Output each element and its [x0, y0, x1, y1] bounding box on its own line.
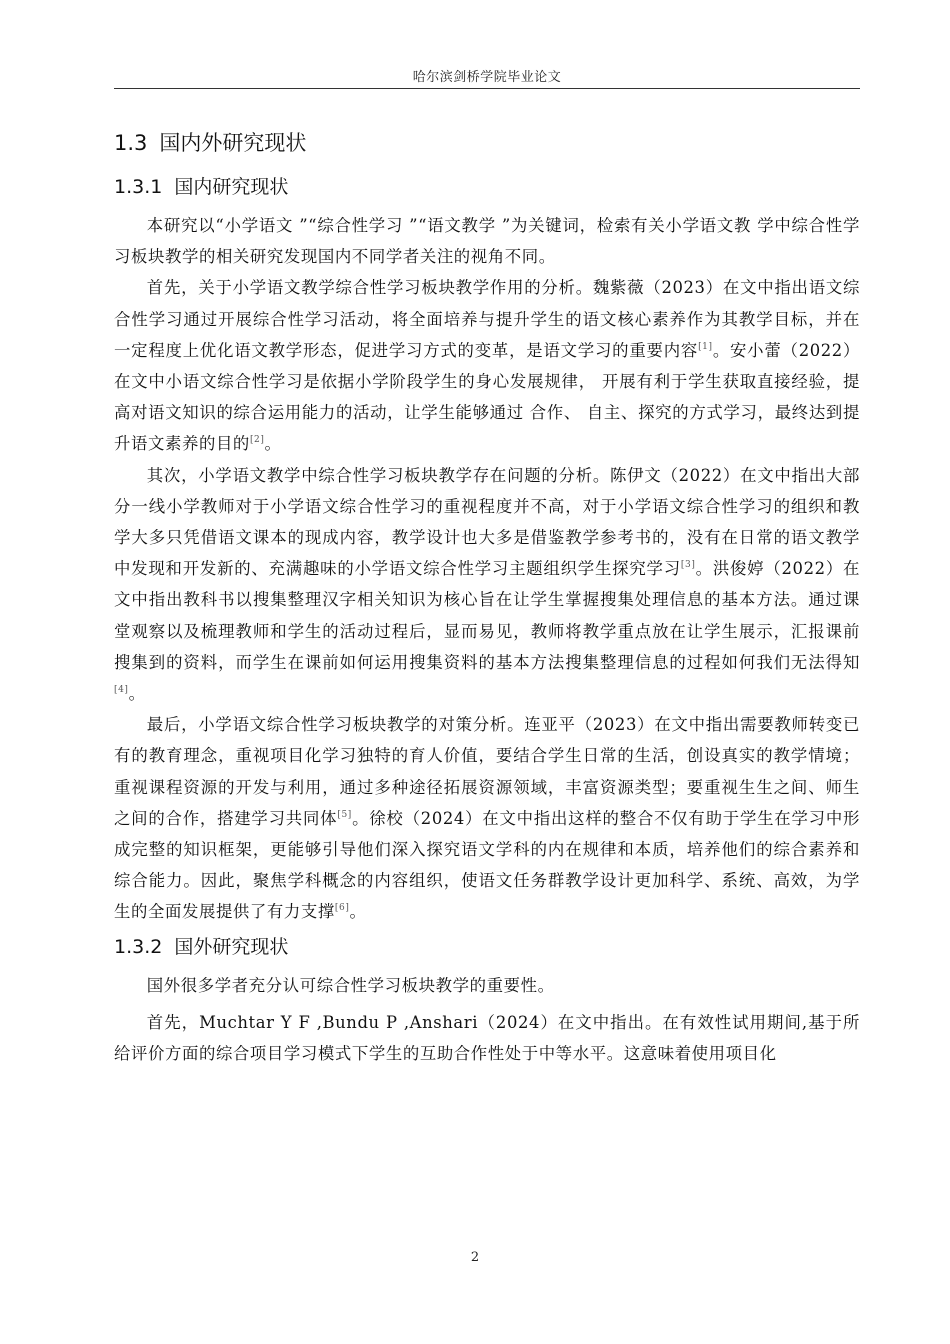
paragraph — [114, 272, 860, 459]
paragraph-text: 。 — [264, 434, 282, 454]
paragraph — [114, 709, 860, 927]
paragraph-text: 。 — [128, 684, 146, 704]
paragraph-text: 。洪俊婷（2022）在文中指出教科书以搜集整理汉字相关知识为核心旨在让学生掌握搜集处理信息的基本方法。通过课堂观察以及梳理教师和学生的活动过程后，显而易见，教师将教学重点放在让学生展示，汇报课前搜集到的资料，而学生在课前如何运用搜集资料的基本方法搜集整理信息的过程如何我们无法得知 — [114, 559, 860, 672]
citation-ref: [2] — [249, 435, 265, 446]
subsection-title: 国外研究现状 — [174, 935, 289, 958]
paragraph-text: 首先，关于小学语文教学综合性学习板块教学作用的分析。魏紫薇（2023）在文中指出语文综合性学习通过开展综合性学习活动，将全面培养与提升学生的语文核心素养作为其教学目标，并在一定程度上优化语文教学形态，促进学习方式的变革，是语文学习的重要内容 — [114, 278, 860, 360]
paragraph-text: 。 — [349, 902, 367, 922]
section-title: 国内外研究现状 — [159, 131, 307, 155]
paragraph-text: 最后，小学语文综合性学习板块教学的对策分析。连亚平（2023）在文中指出需要教师转变已有的教育理念，重视项目化学习独特的育人价值，要结合学生日常的生活，创设真实的教学情境；重视课程资源的开发与利用，通过多种途径拓展资源领域，丰富资源类型；要重视生生之间、师生之间的合作，搭建学习共同体 — [114, 715, 860, 828]
paragraph: 国外很多学者充分认可综合性学习板块教学的重要性。 — [146, 975, 555, 995]
subsection-title: 国内研究现状 — [174, 176, 289, 198]
citation-ref: [6] — [334, 903, 350, 914]
paragraph-text: 其次，小学语文教学中综合性学习板块教学存在问题的分析。陈伊文（2022）在文中指出大部分一线小学教师对于小学语文综合性学习的重视程度并不高，对于小学语文综合性学习的组织和教学大多只凭借语文课本的现成内容，教学设计也大多是借鉴教学参考书的，没有在日常的语文教学中发现和开发新的、充满趣味的小学语文综合性学习主题组织学生探究学习 — [114, 465, 860, 579]
paragraph-text: 。徐校（2024）在文中指出这样的整合不仅有助于学生在学习中形成完整的知识框架，更能够引导他们深入探究语文学科的内在规律和本质，培养他们的综合素养和综合能力。因此，聚焦学科概念的内容组织，使语文任务群教学设计更加科学、系统、高效，为学生的全面发展提供了有力支撑 — [114, 808, 860, 922]
subsection-heading-domestic — [114, 170, 860, 204]
paragraph-text: 。安小蕾（2022）在文中小语文综合性学习是依据小学阶段学生的身心发展规律， 开展有利于学生获取直接经验，提高对语文知识的综合运用能力的活动，让学生能够通过 合作、 自主、探究的方式学习，最终达到提升语文素养的目的 — [114, 340, 860, 454]
subsection-heading-foreign — [114, 930, 860, 964]
citation-ref: [1] — [698, 341, 713, 352]
page-number: 2 — [470, 1250, 480, 1265]
section-heading — [114, 126, 860, 160]
subsection-number: 1.3.1 — [114, 176, 163, 198]
paragraph — [114, 460, 860, 710]
header-divider — [114, 88, 860, 89]
paragraph: 首先，Muchtar Y F ,Bundu P ,Anshari（2024）在文中指出。在有效性试用期间,基于所给评价方面的综合项目学习模式下学生的互助合作性处于中等水平。这意味着使用项目化 — [114, 1012, 860, 1064]
citation-ref: [4] — [114, 685, 129, 696]
page-body — [114, 120, 860, 1069]
paragraph: 本研究以“小学语文 ”“综合性学习 ”“语文教学 ”为关键词，检索有关小学语文教 学中综合性学习板块教学的相关研究发现国内不同学者关注的视角不同。 — [114, 216, 860, 267]
subsection-number: 1.3.2 — [114, 935, 163, 958]
section-number: 1.3 — [114, 131, 148, 155]
page-header: 哈尔滨剑桥学院毕业论文 — [412, 70, 562, 85]
citation-ref: [5] — [337, 809, 352, 820]
citation-ref: [3] — [680, 560, 696, 571]
